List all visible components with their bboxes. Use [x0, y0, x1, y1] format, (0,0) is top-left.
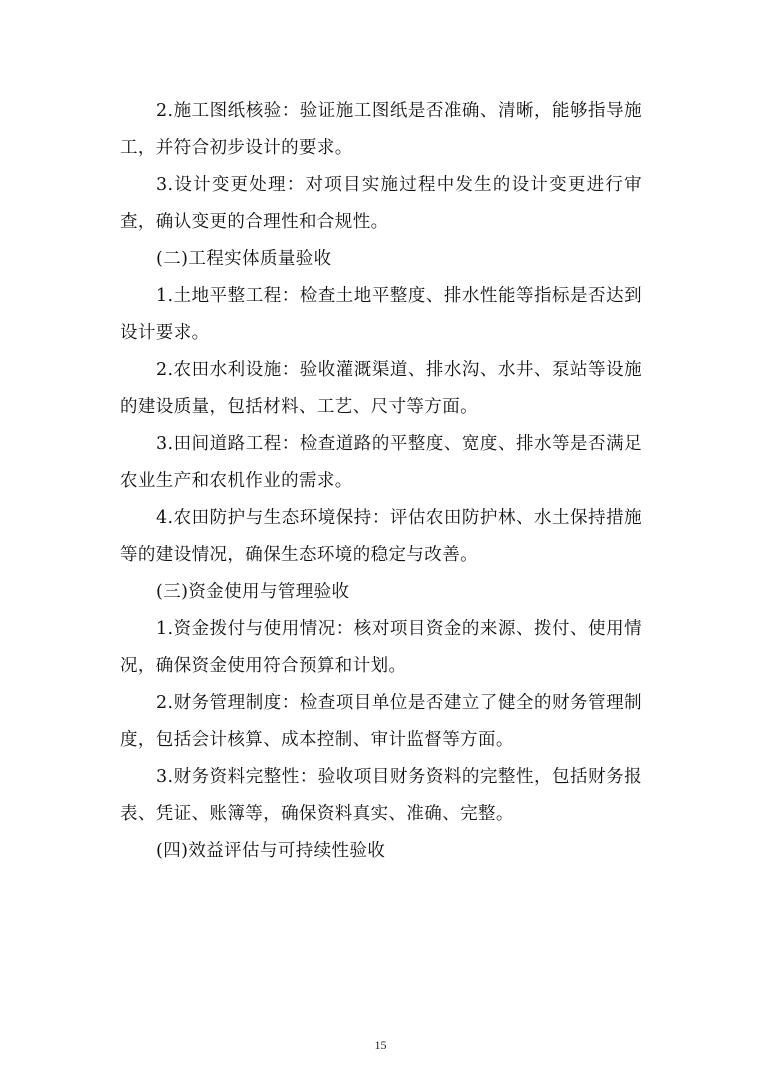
section-heading-benefit-assessment: (四)效益评估与可持续性验收	[156, 841, 386, 861]
paragraph-fund-allocation: 1.资金拨付与使用情况：核对项目资金的来源、拨付、使用情况，确保资金使用符合预算和计划。	[120, 619, 642, 676]
page-number: 15	[374, 1038, 387, 1052]
paragraph-construction-drawing-check: 2.施工图纸核验：验证施工图纸是否准确、清晰，能够指导施工，并符合初步设计的要求。	[120, 101, 642, 158]
paragraph-land-leveling: 1.土地平整工程：检查土地平整度、排水性能等指标是否达到设计要求。	[120, 286, 642, 343]
document-page	[120, 93, 642, 870]
section-heading-fund-management: (三)资金使用与管理验收	[156, 582, 350, 602]
paragraph-design-change-handling: 3.设计变更处理：对项目实施过程中发生的设计变更进行审查，确认变更的合理性和合规性。	[120, 175, 642, 232]
paragraph-farmland-protection: 4.农田防护与生态环境保持：评估农田防护林、水土保持措施等的建设情况，确保生态环境的稳定与改善。	[120, 508, 642, 565]
paragraph-financial-system: 2.财务管理制度：检查项目单位是否建立了健全的财务管理制度，包括会计核算、成本控制、审计监督等方面。	[120, 693, 642, 750]
paragraph-financial-records: 3.财务资料完整性：验收项目财务资料的完整性，包括财务报表、凭证、账簿等，确保资料真实、准确、完整。	[120, 767, 642, 824]
paragraph-field-roads: 3.田间道路工程：检查道路的平整度、宽度、排水等是否满足农业生产和农机作业的需求。	[120, 434, 642, 491]
section-heading-engineering-quality: (二)工程实体质量验收	[156, 249, 332, 269]
paragraph-water-conservancy: 2.农田水利设施：验收灌溉渠道、排水沟、水井、泵站等设施的建设质量，包括材料、工艺、尺寸等方面。	[120, 360, 642, 417]
